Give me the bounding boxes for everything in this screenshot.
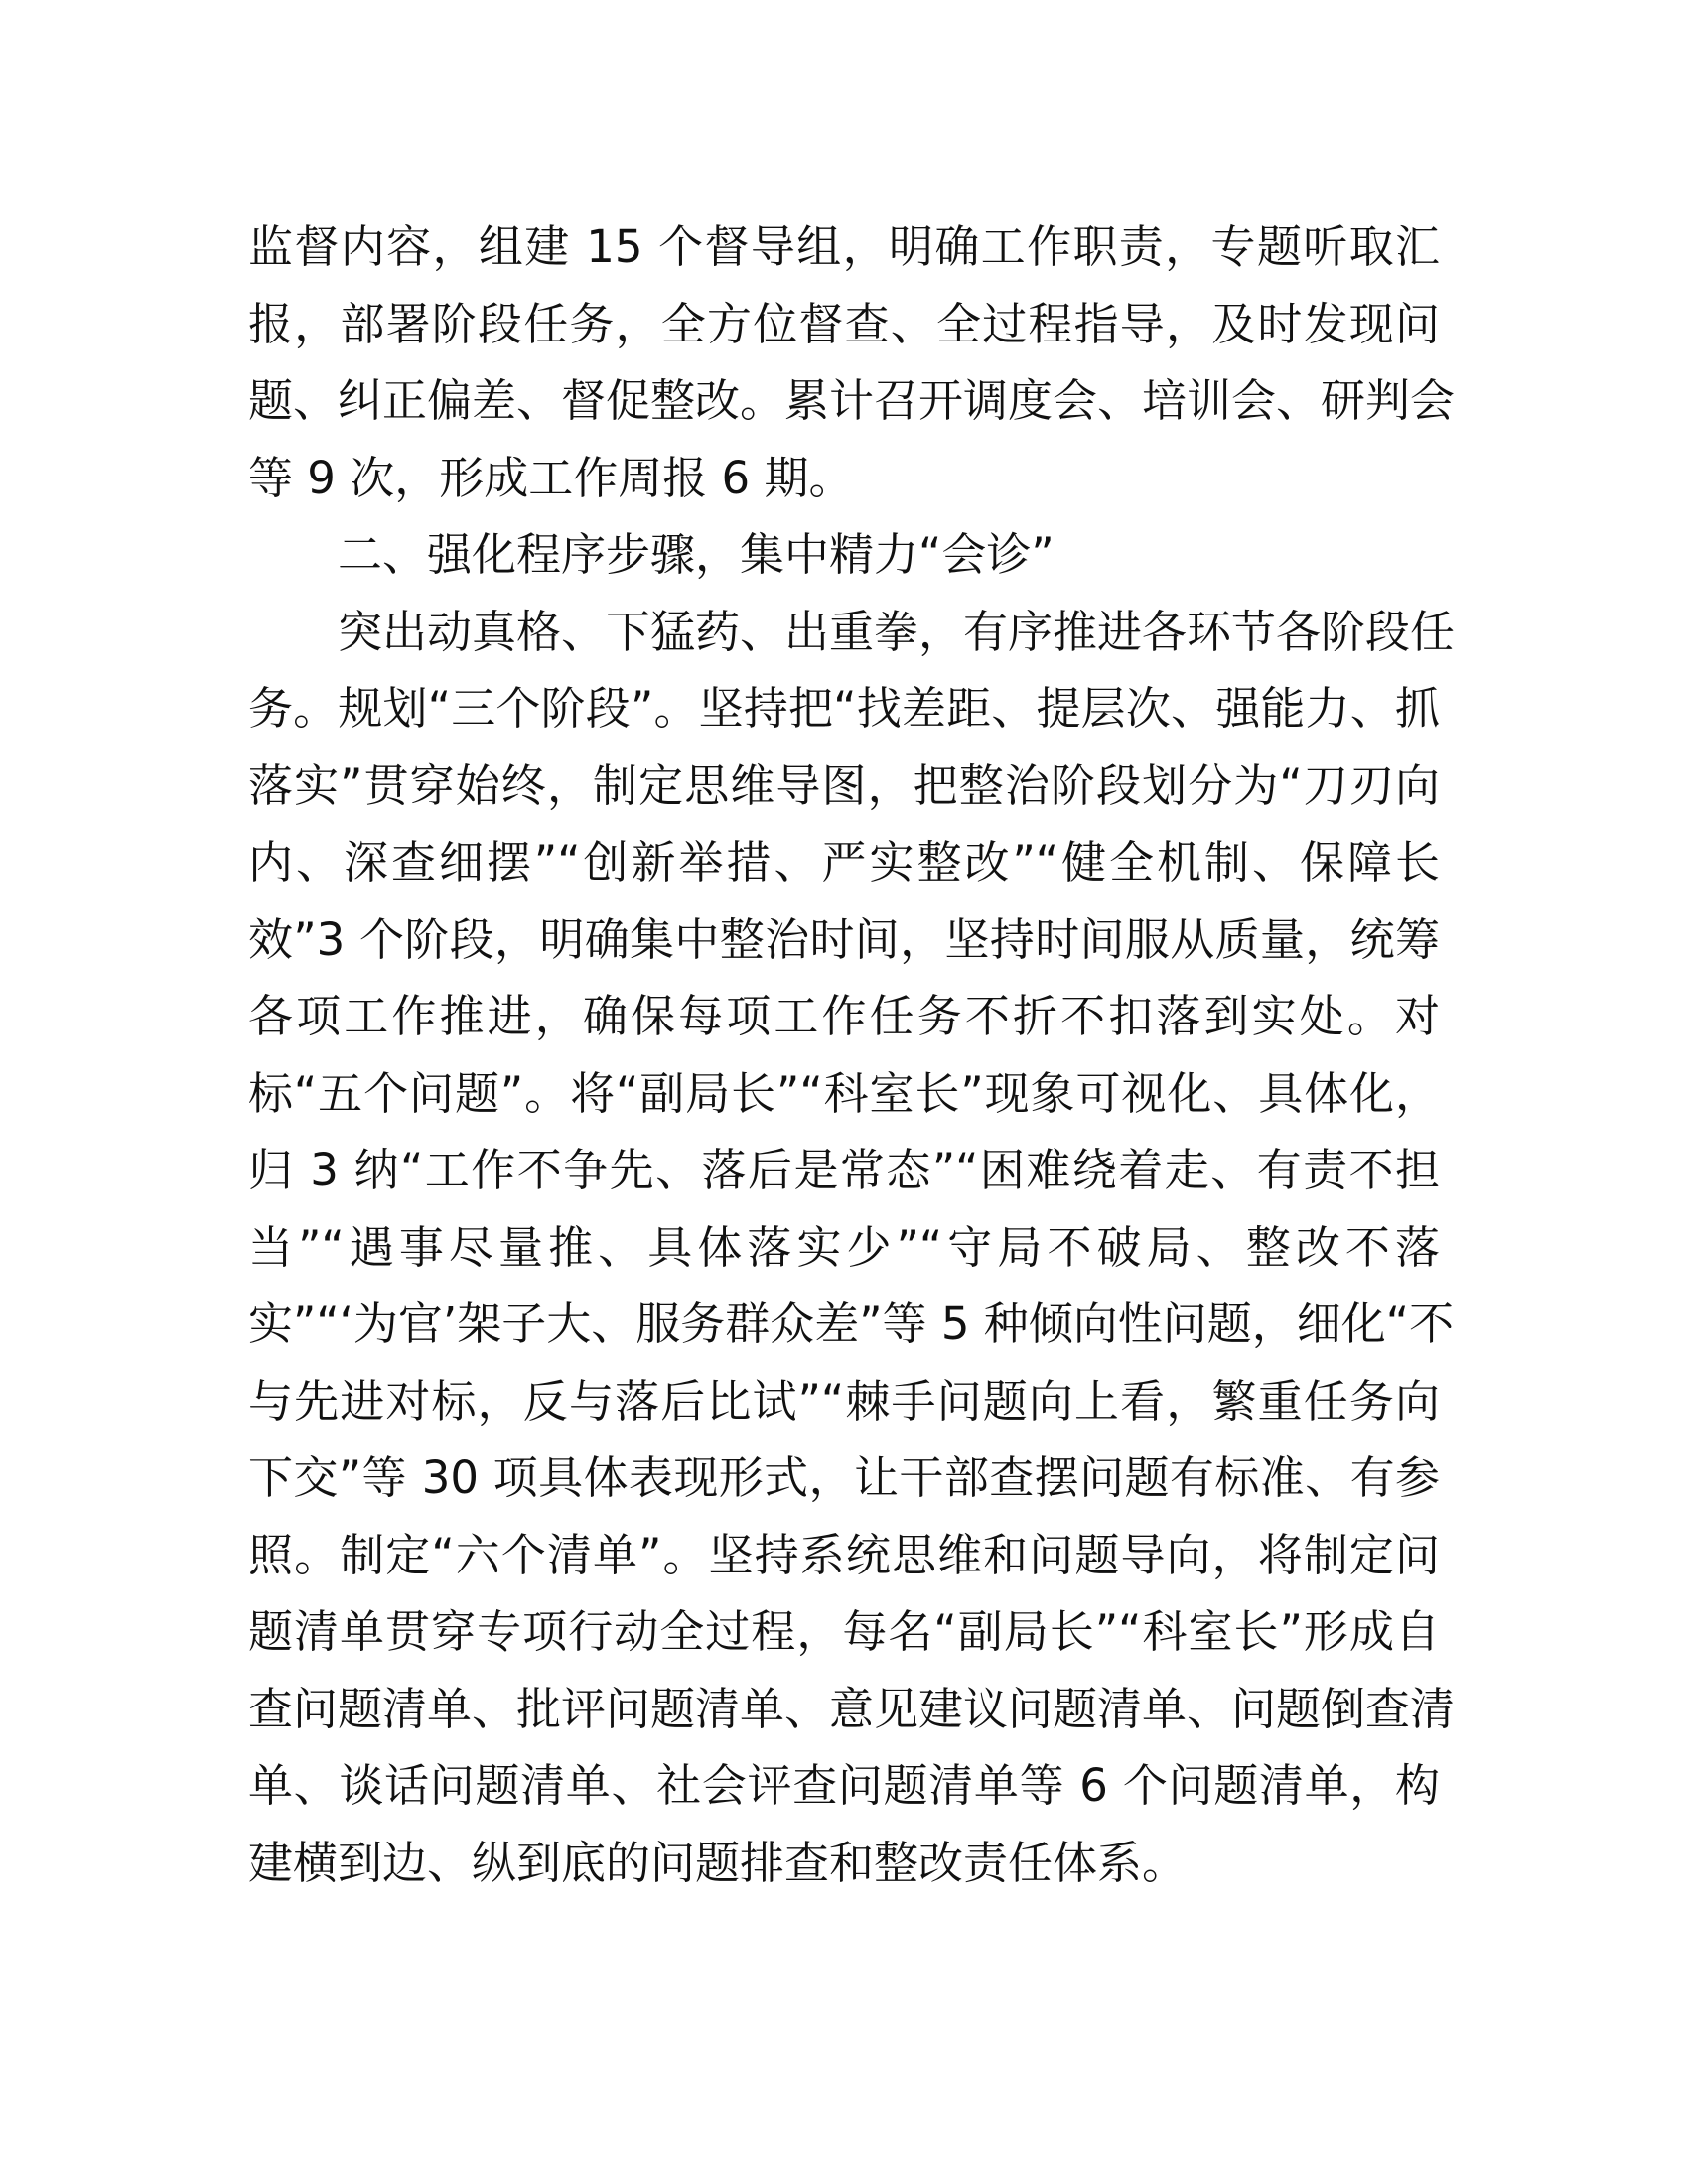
document-body xyxy=(248,208,1456,1901)
text-line: 建横到边、纵到底的问题排查和整改责任体系。 xyxy=(248,1836,1188,1889)
text-line: 题、纠正偏差、督促整改。累计召开调度会、培训会、研判会 xyxy=(248,374,1456,427)
text-line: 标“五个问题”。将“副局长”“科室长”现象可视化、具体化， xyxy=(248,1066,1440,1120)
text-line: 题清单贯穿专项行动全过程，每名“副局长”“科室长”形成自 xyxy=(248,1605,1440,1658)
text-line: 监督内容，组建 15 个督导组，明确工作职责，专题听取汇 xyxy=(248,220,1440,273)
text-line: 单、谈话问题清单、社会评查问题清单等 6 个问题清单，构 xyxy=(248,1759,1440,1812)
text-line: 查问题清单、批评问题清单、意见建议问题清单、问题倒查清 xyxy=(248,1682,1456,1735)
text-line: 务。规划“三个阶段”。坚持把“找差距、提层次、强能力、抓 xyxy=(248,682,1440,735)
text-line: 当”“遇事尽量推、具体落实少”“守局不破局、整改不落 xyxy=(248,1220,1440,1274)
text-line: 实”“‘为官’架子大、服务群众差”等 5 种倾向性问题，细化“不 xyxy=(248,1297,1455,1350)
text-line: 内、深查细摆”“创新举措、严实整改”“健全机制、保障长 xyxy=(248,836,1440,888)
text-line: 落实”贯穿始终，制定思维导图，把整治阶段划分为“刀刃向 xyxy=(248,758,1440,812)
text-line: 各项工作推进，确保每项工作任务不折不扣落到实处。对 xyxy=(248,990,1440,1042)
text-line: 突出动真格、下猛药、出重拳，有序推进各环节各阶段任 xyxy=(338,605,1456,658)
text-line: 效”3 个阶段，明确集中整治时间，坚持时间服从质量，统筹 xyxy=(248,912,1440,966)
text-line: 归 3 纳“工作不争先、落后是常态”“困难绕着走、有责不担 xyxy=(248,1144,1440,1196)
text-line: 等 9 次，形成工作周报 6 期。 xyxy=(248,451,854,504)
text-line: 报，部署阶段任务，全方位督查、全过程指导，及时发现问 xyxy=(248,297,1440,350)
text-line: 下交”等 30 项具体表现形式，让干部查摆问题有标准、有参 xyxy=(248,1451,1440,1504)
text-line: 照。制定“六个清单”。坚持系统思维和问题导向，将制定问 xyxy=(248,1528,1440,1581)
text-line: 与先进对标，反与落后比试”“棘手问题向上看，繁重任务向 xyxy=(248,1374,1440,1428)
paragraph-program-steps xyxy=(248,594,1456,1902)
paragraph-supervision-summary xyxy=(248,208,1456,516)
section-heading: 二、强化程序步骤，集中精力“会诊” xyxy=(338,528,1055,581)
